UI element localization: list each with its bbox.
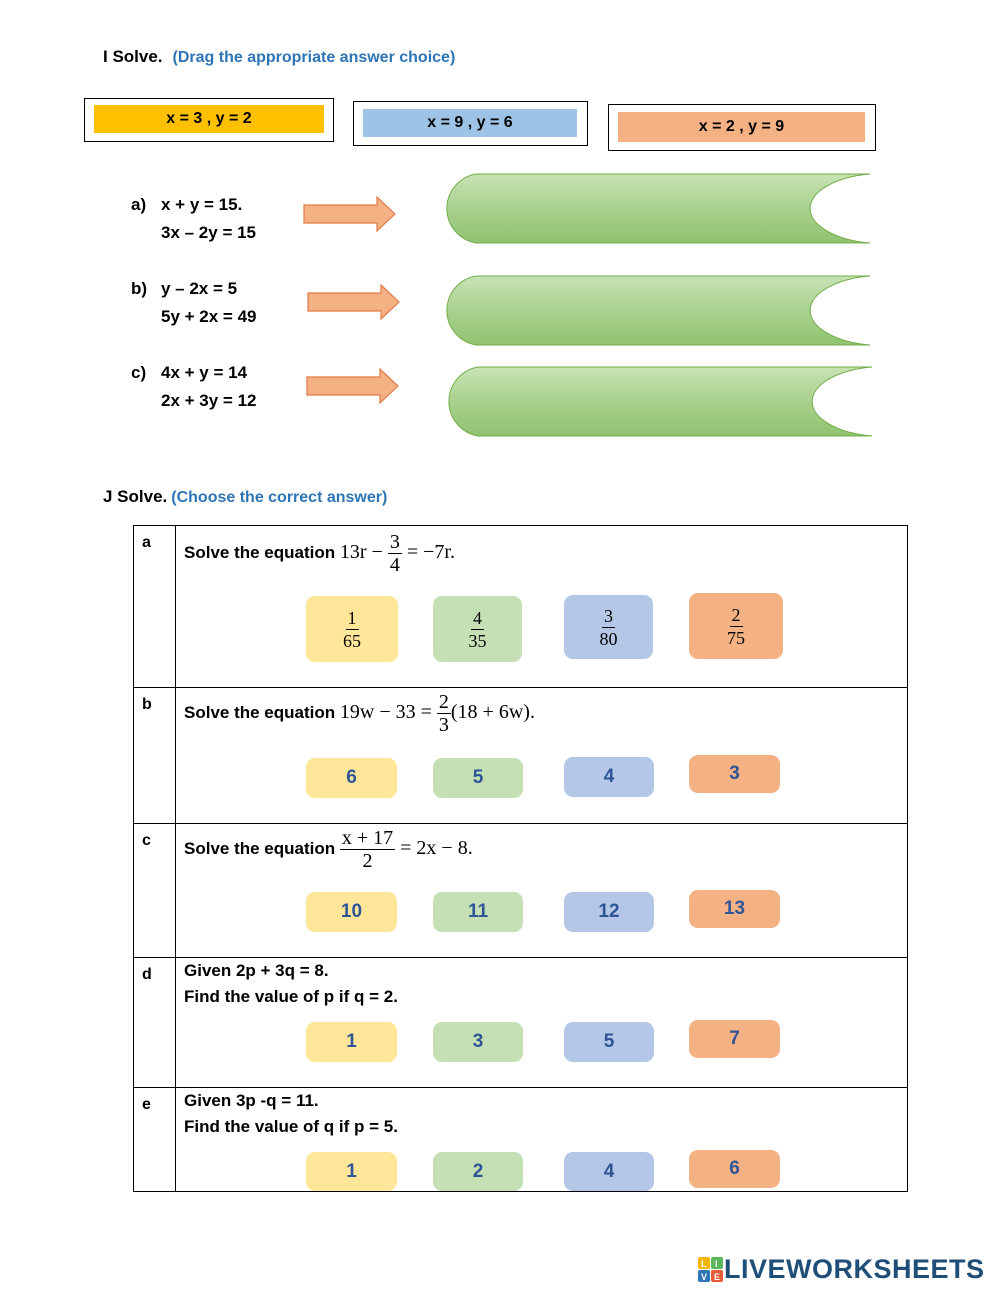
question-e-text xyxy=(184,1088,398,1140)
eq-end: . xyxy=(529,701,535,724)
option-d-4[interactable]: 7 xyxy=(689,1020,780,1058)
problem-a xyxy=(131,191,256,247)
liveworksheets-logo xyxy=(698,1254,985,1285)
question-letter: e xyxy=(134,1088,176,1192)
question-cell-a xyxy=(176,526,908,688)
section-j-instruction: (Choose the correct answer) xyxy=(171,489,388,506)
option-d-1[interactable]: 1 xyxy=(306,1022,397,1062)
eq-fraction xyxy=(388,531,402,576)
option-b-3[interactable]: 4 xyxy=(564,757,654,797)
option-d-2[interactable]: 3 xyxy=(433,1022,523,1062)
logo-letter: E xyxy=(714,1271,721,1282)
drop-zone-b[interactable] xyxy=(440,275,874,347)
frac-num: x + 17 xyxy=(341,827,394,849)
option-c-2[interactable]: 11 xyxy=(433,892,523,932)
frac-den: 75 xyxy=(727,627,745,648)
eq-end: . xyxy=(449,541,455,564)
option-d-3[interactable]: 5 xyxy=(564,1022,654,1062)
option-c-4[interactable]: 13 xyxy=(689,890,780,928)
question-row-c xyxy=(134,824,908,958)
question-d-line1: Given 2p + 3q = 8. xyxy=(184,961,329,980)
problem-b xyxy=(131,275,256,331)
frac-den: 3 xyxy=(438,714,449,736)
question-c-equation xyxy=(340,827,473,872)
drop-zone-c[interactable] xyxy=(442,366,876,438)
question-b-prompt: Solve the equation xyxy=(184,703,336,723)
eq-end: . xyxy=(467,837,473,860)
question-table xyxy=(133,525,908,1192)
frac-num: 2 xyxy=(731,604,741,625)
eq-part: (18 + 6w) xyxy=(450,701,530,724)
frac-den: 65 xyxy=(343,630,361,651)
option-b-1[interactable]: 6 xyxy=(306,758,397,798)
question-e-line2: Find the value of q if p = 5. xyxy=(184,1117,398,1136)
liveworksheets-logo-icon xyxy=(698,1257,724,1283)
question-letter: b xyxy=(134,688,176,824)
option-b-2[interactable]: 5 xyxy=(433,758,523,798)
problem-a-label: a) xyxy=(131,195,147,214)
answer-choice-3-label: x = 2 , y = 9 xyxy=(618,112,865,142)
answer-choice-1[interactable] xyxy=(84,98,334,142)
eq-part: 13r − xyxy=(339,541,383,564)
option-a-4[interactable] xyxy=(689,593,783,659)
question-c-text xyxy=(184,827,473,872)
section-j-heading xyxy=(103,487,387,507)
question-a-prompt: Solve the equation xyxy=(184,543,336,563)
problem-c-line1: 4x + y = 14 xyxy=(161,363,248,382)
frac-num: 3 xyxy=(389,531,400,553)
answer-choice-3[interactable] xyxy=(608,104,876,151)
option-c-3[interactable]: 12 xyxy=(564,892,654,932)
option-a-3[interactable] xyxy=(564,595,653,659)
question-b-equation xyxy=(339,691,535,736)
question-d-text xyxy=(184,958,398,1010)
frac-den: 35 xyxy=(468,630,487,651)
question-cell-b xyxy=(176,688,908,824)
frac-num: 3 xyxy=(604,605,613,626)
eq-part: = −7r xyxy=(406,541,450,564)
option-e-2[interactable]: 2 xyxy=(433,1152,523,1191)
problem-b-line1: y – 2x = 5 xyxy=(161,279,238,298)
arrow-right-icon xyxy=(306,367,400,407)
option-b-4[interactable]: 3 xyxy=(689,755,780,793)
question-d-line2: Find the value of p if q = 2. xyxy=(184,987,398,1006)
option-e-1[interactable]: 1 xyxy=(306,1152,397,1191)
question-row-b xyxy=(134,688,908,824)
eq-part: 19w − 33 = xyxy=(339,701,432,724)
logo-letter: I xyxy=(715,1258,718,1269)
question-row-d xyxy=(134,958,908,1088)
question-a-equation xyxy=(339,531,455,576)
option-a-1[interactable] xyxy=(306,596,398,662)
frac-den: 4 xyxy=(389,554,400,576)
question-b-text xyxy=(184,691,535,736)
frac-num: 2 xyxy=(438,691,449,713)
drop-zone-a[interactable] xyxy=(440,173,874,245)
question-cell-e xyxy=(176,1088,908,1192)
frac-den: 80 xyxy=(599,628,618,649)
arrow-right-icon xyxy=(307,283,401,323)
question-letter: c xyxy=(134,824,176,958)
logo-text: LIVEWORKSHEETS xyxy=(724,1254,985,1284)
section-i-instruction: (Drag the appropriate answer choice) xyxy=(172,49,456,66)
eq-fraction xyxy=(437,691,451,736)
problem-c xyxy=(131,359,256,415)
option-e-3[interactable]: 4 xyxy=(564,1152,654,1191)
question-letter: d xyxy=(134,958,176,1088)
arrow-right-icon xyxy=(303,195,397,235)
problem-a-line1: x + y = 15. xyxy=(161,195,243,214)
logo-letter: L xyxy=(701,1258,707,1269)
question-letter: a xyxy=(134,526,176,688)
question-row-e xyxy=(134,1088,908,1192)
eq-fraction xyxy=(340,827,395,872)
question-a-text xyxy=(184,531,455,576)
section-i-title: I Solve. xyxy=(103,47,163,66)
logo-letter: V xyxy=(701,1271,708,1282)
option-c-1[interactable]: 10 xyxy=(306,892,397,932)
section-i-heading xyxy=(103,47,455,67)
frac-num: 4 xyxy=(473,607,482,628)
answer-choice-2[interactable] xyxy=(353,101,588,146)
problem-c-label: c) xyxy=(131,363,147,382)
section-j-title: J Solve. xyxy=(103,487,168,506)
problem-b-label: b) xyxy=(131,279,148,298)
problem-b-line2: 5y + 2x = 49 xyxy=(161,307,257,326)
frac-num: 1 xyxy=(347,607,357,628)
question-e-line1: Given 3p -q = 11. xyxy=(184,1091,319,1110)
question-cell-c xyxy=(176,824,908,958)
problem-c-line2: 2x + 3y = 12 xyxy=(161,391,257,410)
answer-choice-1-label: x = 3 , y = 2 xyxy=(94,105,324,133)
frac-den: 2 xyxy=(362,850,373,872)
option-a-2[interactable] xyxy=(433,596,522,662)
option-e-4[interactable]: 6 xyxy=(689,1150,780,1188)
question-c-prompt: Solve the equation xyxy=(184,839,336,859)
answer-choice-2-label: x = 9 , y = 6 xyxy=(363,109,577,137)
eq-part: = 2x − 8 xyxy=(400,837,468,860)
question-row-a xyxy=(134,526,908,688)
question-cell-d xyxy=(176,958,908,1088)
problem-a-line2: 3x – 2y = 15 xyxy=(161,223,257,242)
